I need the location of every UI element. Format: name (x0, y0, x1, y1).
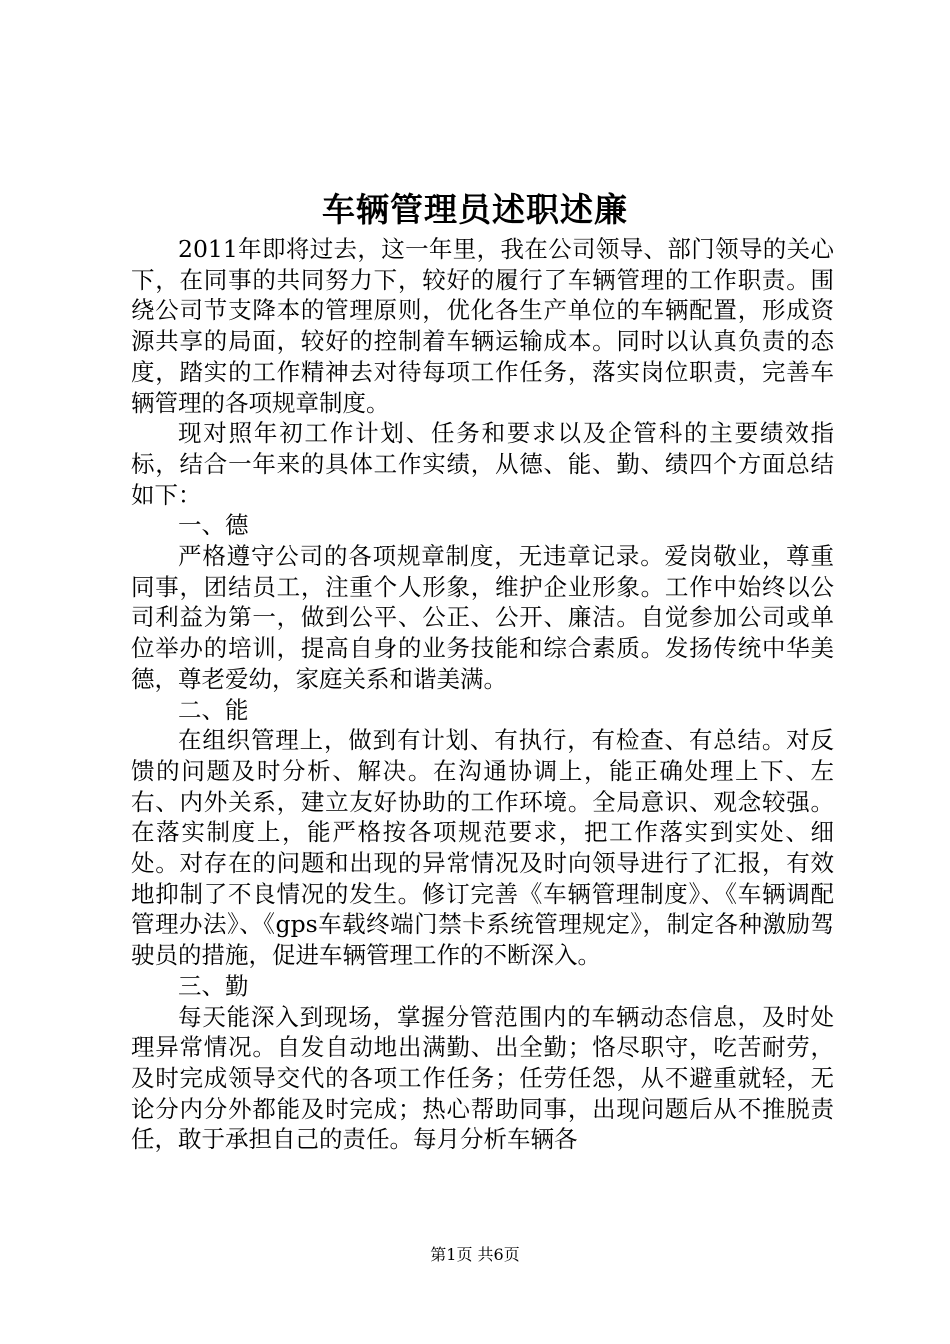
section-heading-neng: 二、能 (178, 695, 249, 724)
section-heading-qin: 三、勤 (178, 971, 249, 1000)
document-body (131, 234, 834, 1155)
document-title: 车辆管理员述职述廉 (322, 190, 628, 229)
page-footer: 第1页 共6页 (430, 1245, 520, 1264)
paragraph-neng: 在组织管理上，做到有计划、有执行，有检查、有总结。对反馈的问题及时分析、解决。在沟通协调上，能正确处理上下、左右、内外关系，建立友好协助的工作环境。全局意识、观念较强。在落实制度上，能严格按各项规范要求，把工作落实到实处、细处。对存在的问题和出现的异常情况及时向领导进行了汇报，有效地抑制了不良情况的发生。修订完善《车辆管理制度》、《车辆调配管理办法》、《gps车载终端门禁卡系统管理规定》，制定各种激励驾驶员的措施，促进车辆管理工作的不断深入。 (131, 726, 834, 970)
paragraph-intro: 2011年即将过去，这一年里，我在公司领导、部门领导的关心下，在同事的共同努力下，较好的履行了车辆管理的工作职责。围绕公司节支降本的管理原则，优化各生产单位的车辆配置，形成资源共享的局面，较好的控制着车辆运输成本。同时以认真负责的态度，踏实的工作精神去对待每项工作任务，落实岗位职责，完善车辆管理的各项规章制度。 (131, 235, 834, 417)
paragraph-qin: 每天能深入到现场，掌握分管范围内的车辆动态信息，及时处理异常情况。自发自动地出满勤、出全勤；恪尽职守，吃苦耐劳，及时完成领导交代的各项工作任务；任劳任怨，从不避重就轻，无论分内分外都能及时完成；热心帮助同事，出现问题后从不推脱责任，敢于承担自己的责任。每月分析车辆各 (131, 1002, 834, 1154)
paragraph-de: 严格遵守公司的各项规章制度，无违章记录。爱岗敬业，尊重同事，团结员工，注重个人形象，维护企业形象。工作中始终以公司利益为第一，做到公平、公正、公开、廉洁。自觉参加公司或单位举办的培训，提高自身的业务技能和综合素质。发扬传统中华美德，尊老爱幼，家庭关系和谐美满。 (131, 542, 834, 693)
paragraph-summary: 现对照年初工作计划、任务和要求以及企管科的主要绩效指标，结合一年来的具体工作实绩，从德、能、勤、绩四个方面总结如下： (131, 419, 834, 509)
section-heading-de: 一、德 (178, 511, 249, 540)
